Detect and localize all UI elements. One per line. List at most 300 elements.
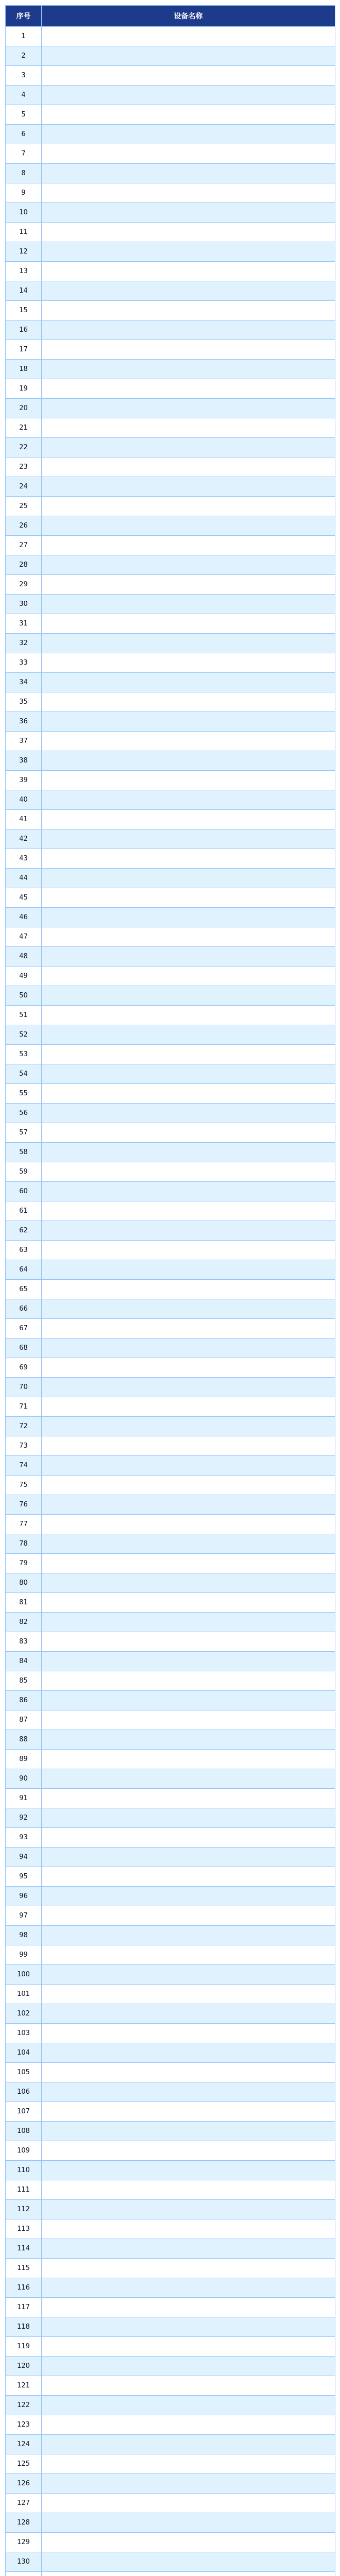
- row-index: 102: [6, 2004, 42, 2024]
- equipment-name: [42, 1965, 335, 1985]
- table-row: [6, 2102, 335, 2122]
- row-index: 50: [6, 986, 42, 1006]
- table-row: [6, 1985, 335, 2004]
- table-row: [6, 203, 335, 223]
- table-row: [6, 457, 335, 477]
- table-row: [6, 1006, 335, 1025]
- row-index: 8: [6, 164, 42, 183]
- equipment-name: [42, 2004, 335, 2024]
- equipment-name: [42, 399, 335, 418]
- table-row: [6, 790, 335, 810]
- equipment-name: [42, 2533, 335, 2552]
- equipment-name: [42, 1299, 335, 1319]
- table-row: [6, 1710, 335, 1730]
- table-row: [6, 1104, 335, 1123]
- row-index: 43: [6, 849, 42, 869]
- table-row: [6, 46, 335, 66]
- row-index: 32: [6, 634, 42, 653]
- row-index: 80: [6, 1573, 42, 1593]
- row-index: 65: [6, 1280, 42, 1299]
- table-row: [6, 1848, 335, 1867]
- equipment-name: [42, 2102, 335, 2122]
- table-row: [6, 1573, 335, 1593]
- equipment-name: [42, 1084, 335, 1104]
- equipment-name: [42, 1515, 335, 1534]
- row-index: 99: [6, 1945, 42, 1965]
- row-index: 5: [6, 105, 42, 125]
- table-row: [6, 379, 335, 399]
- row-index: 112: [6, 2200, 42, 2219]
- row-index: 37: [6, 732, 42, 751]
- equipment-name: [42, 438, 335, 457]
- row-index: 29: [6, 575, 42, 595]
- table-row: [6, 1671, 335, 1691]
- equipment-name: [42, 595, 335, 614]
- equipment-name: [42, 634, 335, 653]
- row-index: 15: [6, 301, 42, 320]
- equipment-name: [42, 1123, 335, 1143]
- table-row: [6, 2415, 335, 2435]
- row-index: 48: [6, 947, 42, 967]
- table-row: [6, 575, 335, 595]
- row-index: 120: [6, 2357, 42, 2376]
- row-index: 121: [6, 2376, 42, 2396]
- row-index: 61: [6, 1201, 42, 1221]
- equipment-name: [42, 223, 335, 242]
- row-index: 114: [6, 2239, 42, 2259]
- equipment-name: [42, 1593, 335, 1613]
- row-index: 55: [6, 1084, 42, 1104]
- equipment-name: [42, 86, 335, 105]
- table-row: [6, 1045, 335, 1064]
- table-row: [6, 516, 335, 536]
- table-row: [6, 1025, 335, 1045]
- equipment-name: [42, 418, 335, 438]
- table-row: [6, 1084, 335, 1104]
- table-row: [6, 2298, 335, 2317]
- table-row: [6, 1241, 335, 1260]
- row-index: 96: [6, 1887, 42, 1906]
- row-index: 75: [6, 1476, 42, 1495]
- table-row: [6, 927, 335, 947]
- table-row: [6, 1613, 335, 1632]
- row-index: 53: [6, 1045, 42, 1064]
- row-index: 25: [6, 497, 42, 516]
- table-row: [6, 751, 335, 771]
- equipment-name: [42, 2435, 335, 2454]
- row-index: 17: [6, 340, 42, 360]
- row-index: 26: [6, 516, 42, 536]
- row-index: 107: [6, 2102, 42, 2122]
- row-index: 92: [6, 1808, 42, 1828]
- equipment-name: [42, 653, 335, 673]
- table-row: [6, 360, 335, 379]
- row-index: 88: [6, 1730, 42, 1750]
- equipment-name: [42, 1534, 335, 1554]
- row-index: 46: [6, 908, 42, 927]
- row-index: 3: [6, 66, 42, 86]
- table-row: [6, 105, 335, 125]
- table-row: [6, 1887, 335, 1906]
- row-index: 115: [6, 2259, 42, 2278]
- row-index: 83: [6, 1632, 42, 1652]
- row-index: 47: [6, 927, 42, 947]
- row-index: 60: [6, 1182, 42, 1201]
- equipment-name: [42, 888, 335, 908]
- equipment-name: [42, 2298, 335, 2317]
- equipment-name: [42, 1671, 335, 1691]
- equipment-name: [42, 2494, 335, 2513]
- equipment-name: [42, 751, 335, 771]
- row-index: 105: [6, 2063, 42, 2082]
- table-row: [6, 2004, 335, 2024]
- equipment-name: [42, 2141, 335, 2161]
- equipment-name: [42, 1241, 335, 1260]
- equipment-name: [42, 732, 335, 751]
- row-index: 11: [6, 223, 42, 242]
- row-index: 13: [6, 262, 42, 281]
- table-row: [6, 1926, 335, 1945]
- table-row: [6, 986, 335, 1006]
- equipment-name: [42, 790, 335, 810]
- equipment-name: [42, 2317, 335, 2337]
- row-index: 103: [6, 2024, 42, 2043]
- table-row: [6, 2259, 335, 2278]
- equipment-table-container: [5, 5, 335, 2576]
- row-index: 110: [6, 2161, 42, 2180]
- equipment-name: [42, 340, 335, 360]
- table-row: [6, 399, 335, 418]
- row-index: 59: [6, 1162, 42, 1182]
- row-index: 77: [6, 1515, 42, 1534]
- table-row: [6, 2161, 335, 2180]
- equipment-name: [42, 497, 335, 516]
- row-index: 74: [6, 1456, 42, 1476]
- table-row: [6, 340, 335, 360]
- table-row: [6, 1730, 335, 1750]
- equipment-name: [42, 183, 335, 203]
- table-row: [6, 1750, 335, 1769]
- row-index: 113: [6, 2219, 42, 2239]
- row-index: 90: [6, 1769, 42, 1789]
- table-row: [6, 223, 335, 242]
- table-row: [6, 1867, 335, 1887]
- equipment-name: [42, 1926, 335, 1945]
- row-index: 33: [6, 653, 42, 673]
- table-row: [6, 66, 335, 86]
- equipment-name: [42, 301, 335, 320]
- table-row: [6, 967, 335, 986]
- table-row: [6, 2474, 335, 2494]
- table-row: [6, 1965, 335, 1985]
- equipment-name: [42, 2474, 335, 2494]
- row-index: 9: [6, 183, 42, 203]
- row-index: 62: [6, 1221, 42, 1241]
- equipment-name: [42, 1632, 335, 1652]
- row-index: 2: [6, 46, 42, 66]
- row-index: 101: [6, 1985, 42, 2004]
- row-index: 28: [6, 555, 42, 575]
- row-index: 44: [6, 869, 42, 888]
- row-index: 76: [6, 1495, 42, 1515]
- equipment-name: [42, 927, 335, 947]
- table-row: [6, 2219, 335, 2239]
- table-row: [6, 1652, 335, 1671]
- row-index: 79: [6, 1554, 42, 1573]
- equipment-name: [42, 203, 335, 223]
- table-row: [6, 262, 335, 281]
- equipment-name: [42, 986, 335, 1006]
- equipment-name: [42, 1691, 335, 1710]
- row-index: 6: [6, 125, 42, 144]
- equipment-name: [42, 829, 335, 849]
- equipment-name: [42, 2239, 335, 2259]
- row-index: 20: [6, 399, 42, 418]
- table-row: [6, 634, 335, 653]
- table-row: [6, 1495, 335, 1515]
- equipment-name: [42, 869, 335, 888]
- equipment-name: [42, 771, 335, 790]
- equipment-table: [5, 5, 335, 2576]
- row-index: 57: [6, 1123, 42, 1143]
- equipment-name: [42, 379, 335, 399]
- equipment-name: [42, 1162, 335, 1182]
- table-row: [6, 2572, 335, 2576]
- table-row: [6, 810, 335, 829]
- row-index: 94: [6, 1848, 42, 1867]
- table-row: [6, 869, 335, 888]
- table-row: [6, 2063, 335, 2082]
- row-index: 7: [6, 144, 42, 164]
- row-index: 78: [6, 1534, 42, 1554]
- equipment-name: [42, 1104, 335, 1123]
- equipment-name: [42, 1652, 335, 1671]
- equipment-name: [42, 575, 335, 595]
- row-index: 82: [6, 1613, 42, 1632]
- row-index: 36: [6, 712, 42, 732]
- equipment-name: [42, 1867, 335, 1887]
- equipment-name: [42, 1848, 335, 1867]
- equipment-name: [42, 1828, 335, 1848]
- row-index: 106: [6, 2082, 42, 2102]
- table-row: [6, 1201, 335, 1221]
- table-row: [6, 1299, 335, 1319]
- table-row: [6, 673, 335, 692]
- table-row: [6, 2552, 335, 2572]
- column-header-index: 序号: [6, 6, 42, 27]
- table-row: [6, 653, 335, 673]
- equipment-name: [42, 1338, 335, 1358]
- equipment-name: [42, 1985, 335, 2004]
- row-index: 72: [6, 1417, 42, 1436]
- table-row: [6, 536, 335, 555]
- table-row: [6, 86, 335, 105]
- table-row: [6, 849, 335, 869]
- equipment-name: [42, 66, 335, 86]
- table-row: [6, 1808, 335, 1828]
- row-index: 10: [6, 203, 42, 223]
- table-row: [6, 1515, 335, 1534]
- row-index: 70: [6, 1378, 42, 1397]
- table-row: [6, 1319, 335, 1338]
- table-row: [6, 614, 335, 634]
- table-row: [6, 1221, 335, 1241]
- row-index: 24: [6, 477, 42, 497]
- table-row: [6, 1476, 335, 1495]
- table-row: [6, 1593, 335, 1613]
- row-index: 31: [6, 614, 42, 634]
- equipment-name: [42, 555, 335, 575]
- table-row: [6, 595, 335, 614]
- equipment-name: [42, 1495, 335, 1515]
- table-row: [6, 771, 335, 790]
- row-index: 18: [6, 360, 42, 379]
- row-index: 126: [6, 2474, 42, 2494]
- table-row: [6, 2122, 335, 2141]
- equipment-name: [42, 1613, 335, 1632]
- table-row: [6, 477, 335, 497]
- table-row: [6, 1143, 335, 1162]
- row-index: 100: [6, 1965, 42, 1985]
- row-index: 98: [6, 1926, 42, 1945]
- table-row: [6, 2278, 335, 2298]
- equipment-name: [42, 1260, 335, 1280]
- row-index: 34: [6, 673, 42, 692]
- row-index: 91: [6, 1789, 42, 1808]
- row-index: 67: [6, 1319, 42, 1338]
- row-index: 27: [6, 536, 42, 555]
- row-index: 1: [6, 27, 42, 46]
- row-index: 41: [6, 810, 42, 829]
- row-index: 49: [6, 967, 42, 986]
- equipment-name: [42, 2337, 335, 2357]
- row-index: 122: [6, 2396, 42, 2415]
- row-index: 12: [6, 242, 42, 262]
- row-index: 45: [6, 888, 42, 908]
- row-index: 104: [6, 2043, 42, 2063]
- equipment-name: [42, 1417, 335, 1436]
- row-index: 38: [6, 751, 42, 771]
- row-index: 125: [6, 2454, 42, 2474]
- equipment-name: [42, 2396, 335, 2415]
- equipment-name: [42, 1397, 335, 1417]
- row-index: 35: [6, 692, 42, 712]
- row-index: 66: [6, 1299, 42, 1319]
- equipment-name: [42, 536, 335, 555]
- row-index: 4: [6, 86, 42, 105]
- row-index: 129: [6, 2533, 42, 2552]
- table-row: [6, 1123, 335, 1143]
- equipment-name: [42, 2572, 335, 2576]
- table-row: [6, 27, 335, 46]
- table-row: [6, 497, 335, 516]
- equipment-name: [42, 1476, 335, 1495]
- equipment-name: [42, 242, 335, 262]
- equipment-name: [42, 2552, 335, 2572]
- equipment-name: [42, 673, 335, 692]
- row-index: 130: [6, 2552, 42, 2572]
- row-index: 56: [6, 1104, 42, 1123]
- table-row: [6, 2513, 335, 2533]
- table-row: [6, 2239, 335, 2259]
- row-index: 68: [6, 1338, 42, 1358]
- row-index: 19: [6, 379, 42, 399]
- table-row: [6, 888, 335, 908]
- row-index: 30: [6, 595, 42, 614]
- equipment-name: [42, 1573, 335, 1593]
- equipment-name: [42, 2043, 335, 2063]
- equipment-name: [42, 262, 335, 281]
- row-index: 119: [6, 2337, 42, 2357]
- table-row: [6, 2317, 335, 2337]
- equipment-name: [42, 2024, 335, 2043]
- row-index: 22: [6, 438, 42, 457]
- equipment-name: [42, 2200, 335, 2219]
- row-index: 81: [6, 1593, 42, 1613]
- equipment-name: [42, 967, 335, 986]
- table-row: [6, 1436, 335, 1456]
- equipment-name: [42, 164, 335, 183]
- equipment-name: [42, 1750, 335, 1769]
- equipment-name: [42, 516, 335, 536]
- table-row: [6, 692, 335, 712]
- table-row: [6, 1534, 335, 1554]
- table-row: [6, 908, 335, 927]
- table-row: [6, 1691, 335, 1710]
- row-index: 87: [6, 1710, 42, 1730]
- table-row: [6, 2376, 335, 2396]
- column-header-equipment-name: 设备名称: [42, 6, 335, 27]
- row-index: 23: [6, 457, 42, 477]
- equipment-name: [42, 2219, 335, 2239]
- row-index: 118: [6, 2317, 42, 2337]
- equipment-name: [42, 692, 335, 712]
- equipment-name: [42, 1769, 335, 1789]
- equipment-name: [42, 1319, 335, 1338]
- row-index: 97: [6, 1906, 42, 1926]
- row-index: 14: [6, 281, 42, 301]
- equipment-name: [42, 1906, 335, 1926]
- row-index: 52: [6, 1025, 42, 1045]
- table-row: [6, 1358, 335, 1378]
- equipment-name: [42, 27, 335, 46]
- equipment-name: [42, 144, 335, 164]
- table-row: [6, 1162, 335, 1182]
- table-row: [6, 1338, 335, 1358]
- table-row: [6, 2180, 335, 2200]
- table-row: [6, 1260, 335, 1280]
- equipment-name: [42, 712, 335, 732]
- row-index: 42: [6, 829, 42, 849]
- row-index: 64: [6, 1260, 42, 1280]
- table-row: [6, 1789, 335, 1808]
- equipment-name: [42, 1730, 335, 1750]
- equipment-name: [42, 1808, 335, 1828]
- table-header: [6, 6, 335, 27]
- table-row: [6, 125, 335, 144]
- row-index: 54: [6, 1064, 42, 1084]
- row-index: 89: [6, 1750, 42, 1769]
- equipment-name: [42, 2063, 335, 2082]
- table-row: [6, 1632, 335, 1652]
- row-index: 71: [6, 1397, 42, 1417]
- equipment-name: [42, 1221, 335, 1241]
- equipment-name: [42, 1887, 335, 1906]
- row-index: 51: [6, 1006, 42, 1025]
- equipment-name: [42, 908, 335, 927]
- table-row: [6, 438, 335, 457]
- table-row: [6, 1397, 335, 1417]
